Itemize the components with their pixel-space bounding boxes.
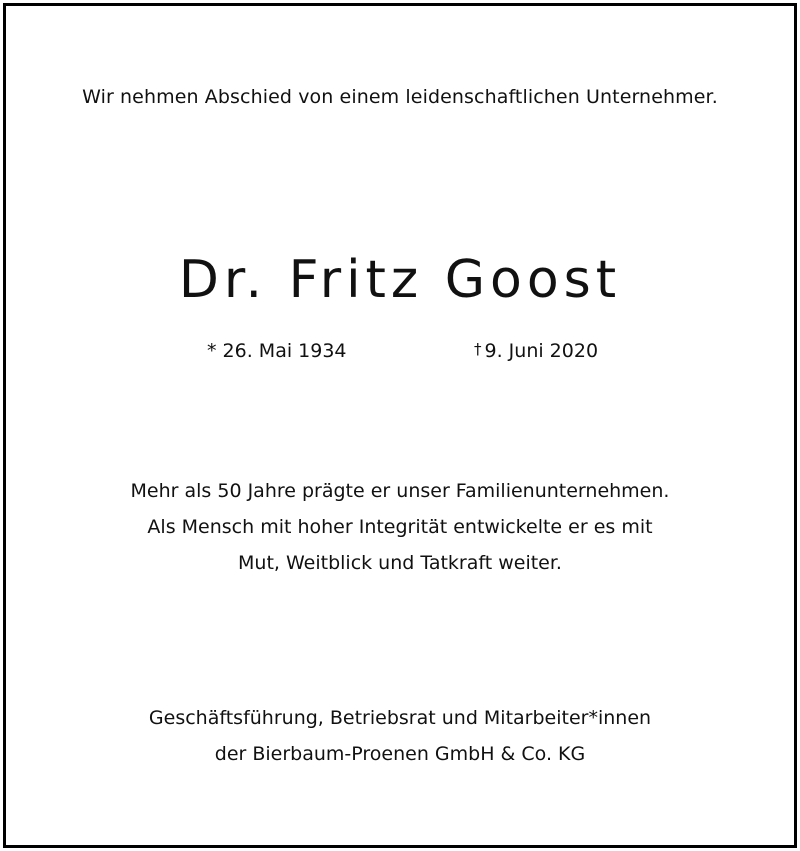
intro-text: Wir nehmen Abschied von einem leidenschaftlichen Unternehmer.: [82, 86, 718, 108]
obituary-frame: [3, 3, 797, 848]
signature-line: der Bierbaum-Proenen GmbH & Co. KG: [214, 743, 586, 765]
deceased-name: Dr. Fritz Goost: [178, 250, 622, 310]
birth-date: * 26. Mai 1934: [207, 340, 347, 362]
tribute-line: Mehr als 50 Jahre prägte er unser Familienunternehmen.: [130, 480, 670, 502]
signature-line: Geschäftsführung, Betriebsrat und Mitarbeiter*innen: [148, 707, 652, 729]
tribute-line: Als Mensch mit hoher Integrität entwickelte er es mit: [147, 516, 653, 538]
death-date-group: [474, 340, 598, 362]
cross-icon: †: [474, 340, 482, 358]
death-date: 9. Juni 2020: [484, 340, 599, 362]
tribute-line: Mut, Weitblick und Tatkraft weiter.: [238, 552, 562, 574]
